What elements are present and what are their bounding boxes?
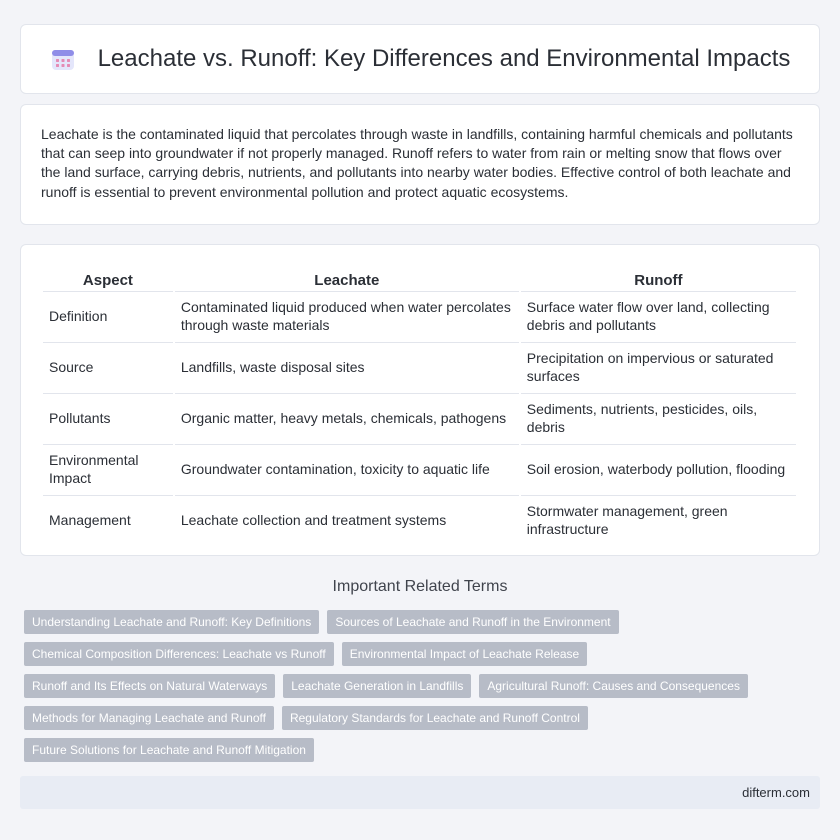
table-cell: Contaminated liquid produced when water percolates through waste materials	[175, 291, 519, 340]
intro-text: Leachate is the contaminated liquid that percolates through waste in landfills, containing harmful chemicals and pollutants that can seep into groundwater if not properly managed. Runoff refers to water from rain or melting snow that flows over the land surface, carrying debris, nutrients, and pollutants into nearby water bodies. Effective control of both leachate and runoff is essential to prevent environmental pollution and protect aquatic ecosystems.	[41, 126, 793, 200]
table-row	[43, 444, 796, 493]
footer-brand-link[interactable]: difterm.com	[742, 785, 810, 800]
column-header: Leachate	[314, 271, 380, 289]
table-cell: Soil erosion, waterbody pollution, flooding	[521, 444, 796, 493]
table-cell: Management	[43, 495, 173, 544]
page-footer	[20, 776, 820, 809]
calendar-icon	[50, 46, 76, 72]
related-term-link[interactable]: Future Solutions for Leachate and Runoff Mitigation	[24, 738, 314, 762]
related-term-link[interactable]: Understanding Leachate and Runoff: Key Definitions	[24, 610, 319, 634]
column-header: Aspect	[82, 271, 133, 289]
table-cell: Landfills, waste disposal sites	[175, 342, 519, 391]
table-cell: Sediments, nutrients, pesticides, oils, debris	[521, 393, 796, 442]
related-term-link[interactable]: Agricultural Runoff: Causes and Consequences	[479, 674, 748, 698]
related-term-link[interactable]: Sources of Leachate and Runoff in the Environment	[327, 610, 618, 634]
table-row	[43, 495, 796, 544]
table-cell: Organic matter, heavy metals, chemicals, pathogens	[175, 393, 519, 442]
table-row	[43, 342, 796, 391]
column-header: Runoff	[634, 271, 683, 289]
table-header-row	[43, 267, 796, 289]
table-row	[43, 291, 796, 340]
related-terms-title: Important Related Terms	[332, 578, 508, 595]
table-cell: Groundwater contamination, toxicity to aquatic life	[175, 444, 519, 493]
page-title: Leachate vs. Runoff: Key Differences and Environmental Impacts	[97, 45, 791, 72]
comparison-card	[20, 244, 820, 556]
table-cell: Surface water flow over land, collecting debris and pollutants	[521, 291, 796, 340]
related-term-link[interactable]: Leachate Generation in Landfills	[283, 674, 471, 698]
table-cell: Stormwater management, green infrastructure	[521, 495, 796, 544]
table-cell: Definition	[43, 291, 173, 340]
table-cell: Environmental Impact	[43, 444, 173, 493]
table-cell: Leachate collection and treatment systems	[175, 495, 519, 544]
table-cell: Precipitation on impervious or saturated surfaces	[521, 342, 796, 391]
table-cell: Pollutants	[43, 393, 173, 442]
page-header	[20, 24, 820, 94]
related-term-link[interactable]: Chemical Composition Differences: Leachate vs Runoff	[24, 642, 334, 666]
related-terms-list	[24, 610, 794, 762]
related-term-link[interactable]: Runoff and Its Effects on Natural Waterways	[24, 674, 275, 698]
comparison-table	[41, 265, 798, 546]
intro-card	[20, 104, 820, 225]
table-row	[43, 393, 796, 442]
related-term-link[interactable]: Environmental Impact of Leachate Release	[342, 642, 587, 666]
related-term-link[interactable]: Regulatory Standards for Leachate and Runoff Control	[282, 706, 588, 730]
related-term-link[interactable]: Methods for Managing Leachate and Runoff	[24, 706, 274, 730]
table-cell: Source	[43, 342, 173, 391]
